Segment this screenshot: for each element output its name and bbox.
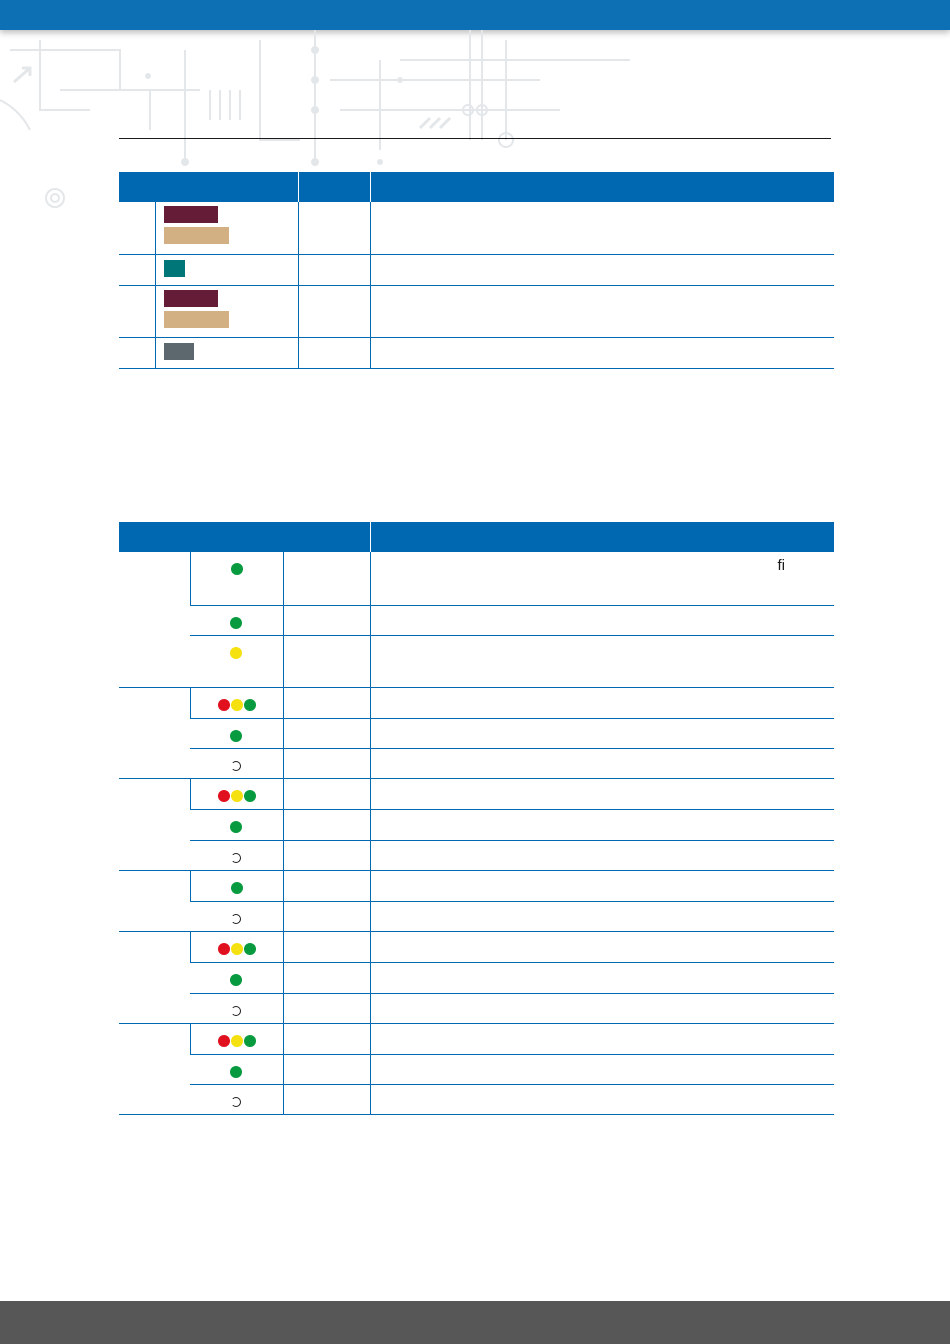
led-green-icon xyxy=(230,1066,242,1078)
led-cell xyxy=(190,605,283,635)
table-cell xyxy=(283,901,370,931)
led-off-icon xyxy=(231,1006,241,1016)
table-cell xyxy=(283,931,370,962)
description-cell xyxy=(370,870,834,901)
table-cell xyxy=(283,840,370,870)
group-cell xyxy=(119,552,190,687)
table-cell xyxy=(119,202,155,254)
table-row xyxy=(119,337,834,368)
group-cell xyxy=(119,1023,190,1114)
table-cell xyxy=(283,993,370,1023)
table-row xyxy=(119,870,834,901)
table-row xyxy=(119,1084,834,1114)
description-cell xyxy=(370,901,834,931)
table-cell xyxy=(298,285,370,337)
table-cell xyxy=(283,1054,370,1084)
group-cell xyxy=(119,931,190,1023)
table-cell xyxy=(370,285,834,337)
group-cell xyxy=(119,687,190,778)
table-cell xyxy=(119,254,155,285)
description-cell xyxy=(370,552,834,605)
led-cell xyxy=(190,840,283,870)
description-cell xyxy=(370,962,834,993)
table-header-cell xyxy=(119,172,298,202)
table-cell xyxy=(283,552,370,605)
led-cell xyxy=(190,993,283,1023)
table-cell xyxy=(298,254,370,285)
led-cell xyxy=(190,962,283,993)
table-cell xyxy=(298,337,370,368)
led-cell xyxy=(190,552,283,605)
table-cell xyxy=(283,1084,370,1114)
description-cell xyxy=(370,1084,834,1114)
description-cell xyxy=(370,748,834,778)
table-header-cell xyxy=(370,172,834,202)
led-yellow-icon xyxy=(230,647,242,659)
table-header-cell xyxy=(298,172,370,202)
table-cell xyxy=(283,605,370,635)
ligature-glyph: ﬁ xyxy=(777,557,785,574)
swatch-cell xyxy=(155,337,298,368)
description-cell xyxy=(370,687,834,718)
table-row xyxy=(119,605,834,635)
table-row xyxy=(119,809,834,840)
table-cell xyxy=(283,870,370,901)
color-swatch-maroon xyxy=(164,290,218,307)
table-header xyxy=(119,172,834,202)
description-cell xyxy=(370,809,834,840)
led-cell xyxy=(190,901,283,931)
description-cell xyxy=(370,840,834,870)
led-green-icon xyxy=(230,974,242,986)
description-cell xyxy=(370,718,834,748)
description-cell xyxy=(370,635,834,687)
led-cell xyxy=(190,870,283,901)
table-cell xyxy=(370,254,834,285)
group-cell xyxy=(119,870,190,931)
table-row xyxy=(119,993,834,1023)
table-cell xyxy=(283,687,370,718)
led-green-icon xyxy=(244,1035,256,1047)
table-row xyxy=(119,254,834,285)
led-green-icon xyxy=(230,821,242,833)
led-red-icon xyxy=(218,1035,230,1047)
table-row xyxy=(119,718,834,748)
led-cell xyxy=(190,1054,283,1084)
led-red-icon xyxy=(218,943,230,955)
color-swatch-tan xyxy=(164,311,229,328)
led-cell xyxy=(190,687,283,718)
led-off-icon xyxy=(231,1097,241,1107)
table-cell xyxy=(370,337,834,368)
led-green-icon xyxy=(244,699,256,711)
led-off-icon xyxy=(231,853,241,863)
table-cell xyxy=(283,1023,370,1054)
led-yellow-icon xyxy=(231,1035,243,1047)
color-legend-table xyxy=(119,172,834,369)
table-cell xyxy=(119,337,155,368)
swatch-cell xyxy=(155,285,298,337)
table-header-cell xyxy=(370,522,834,552)
led-red-icon xyxy=(218,699,230,711)
table-row xyxy=(119,931,834,962)
table-row xyxy=(119,1023,834,1054)
led-red-icon xyxy=(218,790,230,802)
led-cell xyxy=(190,1023,283,1054)
led-off-icon xyxy=(231,914,241,924)
led-green-icon xyxy=(231,882,243,894)
table-row xyxy=(119,778,834,809)
table-row xyxy=(119,1054,834,1084)
color-swatch-teal xyxy=(164,260,185,277)
table-cell xyxy=(370,202,834,254)
header-bar xyxy=(0,0,950,30)
led-green-icon xyxy=(231,563,243,575)
table-cell xyxy=(283,809,370,840)
led-cell xyxy=(190,718,283,748)
table-row xyxy=(119,552,834,605)
table-header-cell xyxy=(119,522,370,552)
led-status-table xyxy=(119,522,834,1115)
table-row xyxy=(119,901,834,931)
description-cell xyxy=(370,1054,834,1084)
table-row xyxy=(119,840,834,870)
description-cell xyxy=(370,1023,834,1054)
group-cell xyxy=(119,778,190,870)
table-row xyxy=(119,687,834,718)
table-row xyxy=(119,285,834,337)
description-cell xyxy=(370,931,834,962)
table-cell xyxy=(283,748,370,778)
led-cell xyxy=(190,931,283,962)
led-green-icon xyxy=(244,790,256,802)
table-cell xyxy=(283,778,370,809)
led-off-icon xyxy=(231,761,241,771)
description-cell xyxy=(370,993,834,1023)
led-cell xyxy=(190,635,283,687)
table-cell xyxy=(298,202,370,254)
led-green-icon xyxy=(230,617,242,629)
table-cell xyxy=(119,285,155,337)
table-header xyxy=(119,522,834,552)
color-swatch-maroon xyxy=(164,206,218,223)
table-cell xyxy=(283,962,370,993)
led-green-icon xyxy=(244,943,256,955)
description-cell xyxy=(370,778,834,809)
color-swatch-gray xyxy=(164,343,194,360)
color-swatch-tan xyxy=(164,227,229,244)
description-cell xyxy=(370,605,834,635)
led-yellow-icon xyxy=(231,943,243,955)
led-green-icon xyxy=(230,730,242,742)
swatch-cell xyxy=(155,202,298,254)
section-divider xyxy=(119,138,831,139)
table-row xyxy=(119,635,834,687)
led-cell xyxy=(190,778,283,809)
swatch-cell xyxy=(155,254,298,285)
table-cell xyxy=(283,635,370,687)
led-cell xyxy=(190,748,283,778)
led-cell xyxy=(190,809,283,840)
led-yellow-icon xyxy=(231,790,243,802)
table-row xyxy=(119,962,834,993)
led-yellow-icon xyxy=(231,699,243,711)
table-row xyxy=(119,748,834,778)
table-cell xyxy=(283,718,370,748)
footer-bar xyxy=(0,1301,950,1344)
table-row xyxy=(119,202,834,254)
led-cell xyxy=(190,1084,283,1114)
